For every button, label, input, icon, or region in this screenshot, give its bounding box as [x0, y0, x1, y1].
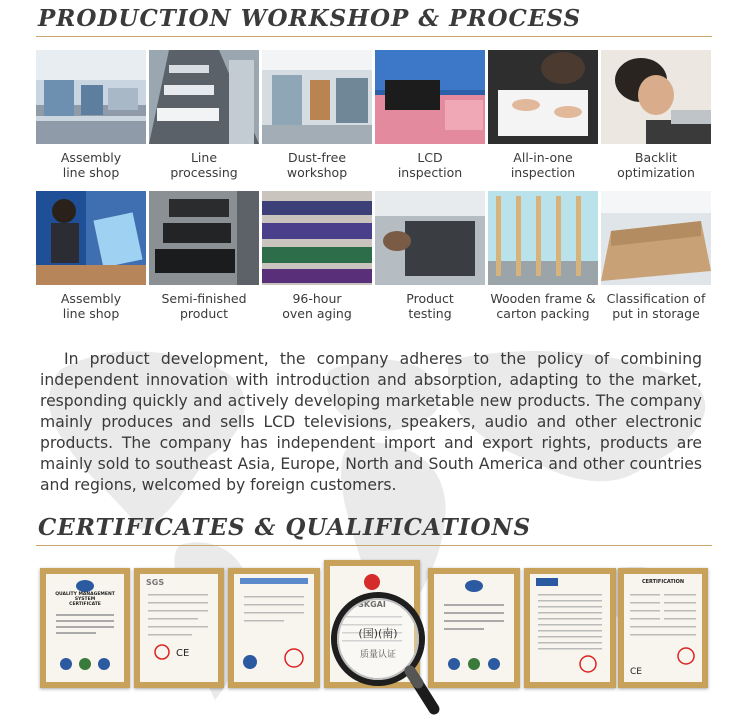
workshop-item: [262, 50, 372, 188]
svg-text:质量认证: 质量认证: [359, 650, 397, 660]
certificate-subheading: CERTIFICATE: [69, 602, 101, 607]
caption-line-1: Classification of: [606, 291, 706, 306]
certificate-paper: [234, 574, 314, 682]
workshop-caption: [258, 291, 376, 321]
workshop-item: [375, 191, 485, 329]
workshop-row-2: [36, 191, 712, 329]
certificate-emblem-icon: [434, 574, 514, 682]
certificate-card: [40, 568, 130, 688]
semi-finished-product-photo: [149, 191, 259, 285]
certificate-heading: QUALITY MANAGEMENT SYSTEM: [55, 592, 115, 602]
workshop-caption: [597, 150, 715, 180]
workshop-item: [262, 191, 372, 329]
workshop-item: [601, 50, 711, 188]
workshop-caption: [32, 291, 150, 321]
assembly-line-photo: [36, 50, 146, 144]
workshop-item: [36, 191, 146, 329]
caption-line-2: optimization: [617, 165, 695, 180]
backlit-optimization-photo: [601, 50, 711, 144]
caption-line-1: Product: [406, 291, 454, 306]
workshop-caption: [484, 150, 602, 180]
certificate-paper: [140, 574, 218, 682]
caption-line-2: product: [179, 306, 229, 321]
oven-aging-photo: [262, 191, 372, 285]
wooden-frame-packing-photo: [488, 191, 598, 285]
caption-line-2: testing: [408, 306, 452, 321]
caption-line-2: inspection: [510, 165, 576, 180]
svg-text:CE: CE: [176, 648, 190, 659]
caption-line-2: put in storage: [612, 306, 700, 321]
caption-line-2: inspection: [397, 165, 463, 180]
caption-line-2: processing: [170, 165, 238, 180]
certificate-emblem-icon: [46, 574, 124, 682]
caption-line-1: 96-hour: [292, 291, 342, 306]
certificate-emblem-icon: [234, 574, 314, 682]
workshop-caption: [597, 291, 715, 321]
workshop-title-rule: [36, 36, 712, 37]
workshop-item: [149, 191, 259, 329]
svg-text:CE: CE: [630, 667, 642, 677]
caption-line-1: Semi-finished: [161, 291, 247, 306]
storage-classification-photo: [601, 191, 711, 285]
caption-line-1: All-in-one: [513, 150, 573, 165]
workshop-item: [375, 50, 485, 188]
certificate-paper: [624, 574, 702, 682]
certificate-paper: [530, 574, 610, 682]
caption-line-1: LCD: [417, 150, 443, 165]
workshop-section-title: PRODUCTION WORKSHOP & PROCESS: [38, 5, 582, 32]
workshop-item: [488, 191, 598, 329]
lcd-inspection-photo: [375, 50, 485, 144]
workshop-item: [488, 50, 598, 188]
caption-line-2: oven aging: [282, 306, 352, 321]
caption-line-1: Assembly: [60, 291, 122, 306]
certificate-card: [618, 568, 708, 688]
certificates-title-rule: [36, 545, 712, 546]
workshop-caption: [484, 291, 602, 321]
workshop-caption: [32, 150, 150, 180]
test-report-icon: [530, 574, 610, 682]
certificate-heading: CERTIFICATION: [641, 579, 685, 585]
caption-line-1: Wooden frame &: [490, 291, 596, 306]
certificates-section-title: CERTIFICATES & QUALIFICATIONS: [38, 514, 532, 541]
certificate-card: [228, 568, 320, 688]
ce-mark-icon: [140, 574, 218, 682]
assembly-line-photo-2: [36, 191, 146, 285]
caption-line-1: Line: [190, 150, 218, 165]
workshop-caption: [145, 291, 263, 321]
workshop-row-1: [36, 50, 712, 188]
certificate-heading: SGS: [146, 578, 165, 587]
certificate-paper: [434, 574, 514, 682]
company-description: In product development, the company adheres to the policy of combining independent innovation with introduction and absorption, adapting to the market, responding quickly and actively developing marketable new products. The company mainly produces and sells LCD televisions, speakers, audio and other electronic products. The company has independent import and export rights, products are mainly sold to southeast Asia, Europe, North and South America and other countries and regions, welcomed by foreign customers.: [40, 350, 702, 494]
caption-line-1: Assembly: [60, 150, 122, 165]
product-testing-photo: [375, 191, 485, 285]
svg-text:(国)(南): (国)(南): [358, 627, 398, 640]
workshop-caption: [371, 291, 489, 321]
magnifier-icon: [326, 587, 446, 717]
workshop-caption: [371, 150, 489, 180]
caption-line-2: workshop: [286, 165, 348, 180]
workshop-item: [601, 191, 711, 329]
workshop-caption: [145, 150, 263, 180]
certificate-card: [134, 568, 224, 688]
ce-mark-icon: [624, 574, 702, 682]
caption-line-1: Backlit: [634, 150, 678, 165]
caption-line-2: line shop: [62, 165, 120, 180]
workshop-item: [36, 50, 146, 188]
workshop-caption: [258, 150, 376, 180]
caption-line-2: carton packing: [496, 306, 590, 321]
caption-line-1: Dust-free: [287, 150, 347, 165]
caption-line-2: line shop: [62, 306, 120, 321]
all-in-one-inspection-photo: [488, 50, 598, 144]
certificate-card: [524, 568, 616, 688]
dust-free-workshop-photo: [262, 50, 372, 144]
line-processing-photo: [149, 50, 259, 144]
certificate-paper: [46, 574, 124, 682]
workshop-item: [149, 50, 259, 188]
